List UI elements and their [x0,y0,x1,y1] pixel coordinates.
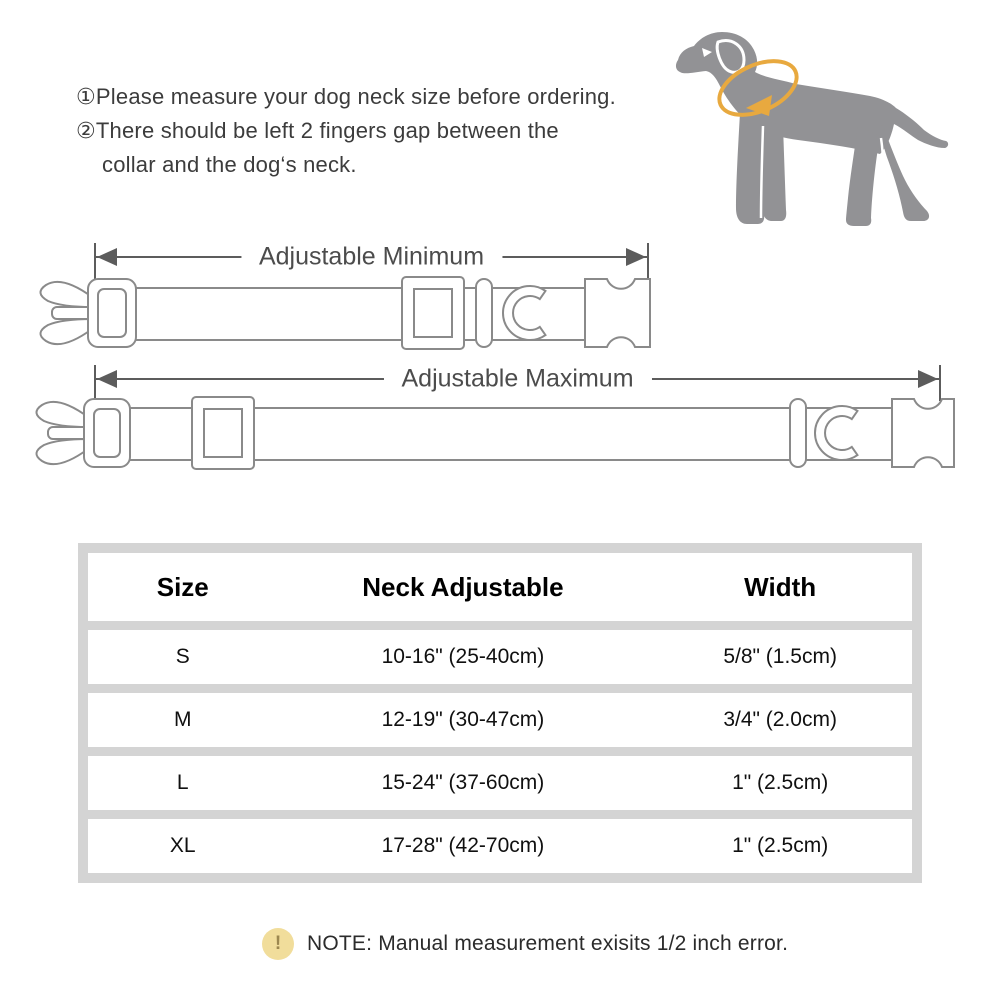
table-row-m [88,693,912,747]
exclamation-icon: ! [262,928,294,960]
table-header-row [88,553,912,621]
cell-neck: 17-28" (42-70cm) [381,834,545,857]
dog-silhouette-svg [648,8,980,240]
strap-keeper [790,399,806,467]
strap-keeper [476,279,492,347]
header-cell-neck: Neck Adjustable [362,571,564,602]
measurement-note [262,928,788,960]
note-text: NOTE: Manual measurement exisits 1/2 inch error. [307,932,789,955]
table-row-l [88,756,912,810]
cell-size: L [176,771,189,794]
cell-width: 1" (2.5cm) [732,834,829,857]
size-chart-table [78,543,922,883]
table-row-xl [88,819,912,873]
measuring-instructions [76,80,686,182]
adjustable-minimum-label: Adjustable Minimum [241,243,502,272]
cell-size: M [174,708,192,731]
cell-size: S [175,645,190,668]
cell-width: 5/8" (1.5cm) [723,645,837,668]
buckle-male-frame [88,279,136,347]
dog-illustration [648,8,980,240]
buckle-female [585,279,650,347]
cell-size: XL [169,834,196,857]
instruction-line-2: ②There should be left 2 fingers gap between the [76,118,559,143]
collar-maximum-diagram [2,387,962,479]
arrow-right-icon [918,370,938,388]
tri-glide-slider [192,397,254,469]
cell-neck: 12-19" (30-47cm) [381,708,545,731]
cell-width: 3/4" (2.0cm) [723,708,837,731]
buckle-prongs [36,402,90,464]
header-cell-width: Width [744,571,817,602]
instruction-line-3: collar and the dog‘s neck. [102,152,357,177]
buckle-female [892,399,954,467]
table-row-s [88,630,912,684]
instruction-line-1: ①Please measure your dog neck size before ordering. [76,84,616,109]
collar-minimum-diagram [2,267,662,359]
dog-silhouette [676,32,948,226]
header-cell-size: Size [156,571,209,602]
arrow-left-icon [97,248,117,266]
buckle-male-frame [84,399,130,467]
tri-glide-slider [402,277,464,349]
cell-width: 1" (2.5cm) [732,771,829,794]
adjustable-maximum-label: Adjustable Maximum [383,365,651,394]
arrow-left-icon [97,370,117,388]
cell-neck: 15-24" (37-60cm) [381,771,545,794]
buckle-prongs [40,282,94,344]
arrow-right-icon [626,248,646,266]
cell-neck: 10-16" (25-40cm) [381,645,545,668]
